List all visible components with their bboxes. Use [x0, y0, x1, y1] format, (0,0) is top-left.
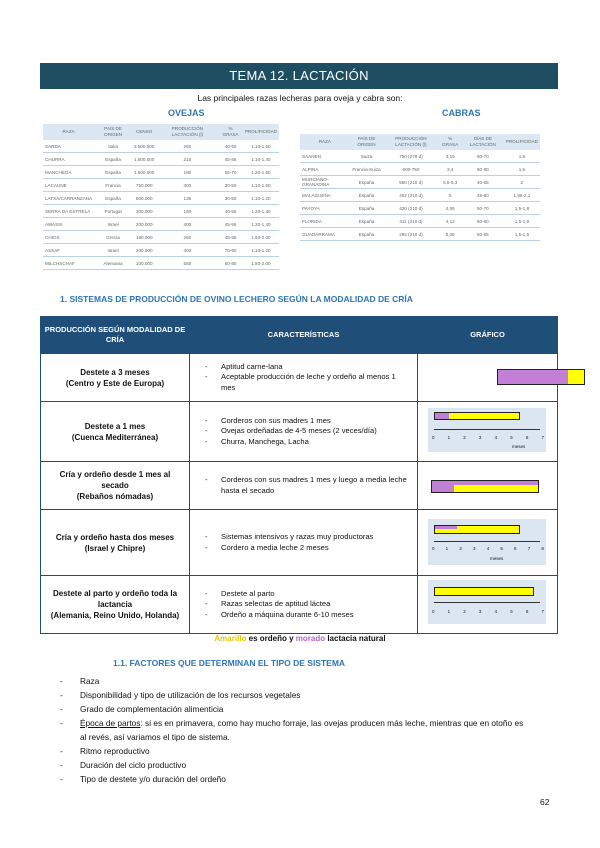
axis-unit: meses: [490, 556, 504, 561]
cabras-row: [300, 163, 540, 176]
col-produccion: PRODUCCIÓN LACTACIÓN (l): [383, 134, 438, 150]
col-raza: RAZA: [43, 124, 94, 140]
tick-label: 7: [527, 546, 531, 551]
timeline-chart-row4: [428, 519, 546, 565]
ovejas-row: [43, 218, 279, 231]
tick-label: 3: [478, 609, 482, 614]
caracteristicas-cell: [190, 576, 418, 634]
table-cell: GUADARRAMA: [300, 228, 350, 241]
table-cell: 311 (210 d): [383, 215, 438, 228]
table-cell: 300: [156, 179, 218, 192]
axis-line: [434, 429, 540, 430]
cabras-heading: CABRAS: [442, 108, 481, 118]
legend-purple: morado: [295, 634, 326, 643]
caracteristicas-list: [191, 475, 416, 496]
tick-label: 5: [510, 435, 513, 440]
axis-ticks: [432, 435, 544, 440]
table-cell: 30-50: [218, 192, 242, 205]
ovejas-row: [43, 153, 279, 166]
axis-unit: meses: [512, 444, 526, 449]
tick-label: 5: [510, 609, 513, 614]
table-cell: 600-750: [383, 163, 438, 176]
table-cell: 4,12: [439, 215, 462, 228]
table-cell: ALPINA: [300, 163, 350, 176]
table-cell: 1.10-1.40: [243, 153, 279, 166]
ovejas-heading: OVEJAS: [168, 108, 205, 118]
tick-label: 4: [494, 435, 498, 440]
table-cell: 4,06: [439, 202, 462, 215]
table-cell: España: [94, 166, 132, 179]
table-cell: 550: [156, 257, 218, 270]
table-cell: 1.80-2.00: [243, 257, 279, 270]
table-cell: 70-90: [218, 244, 242, 257]
tick-label: 4: [494, 609, 498, 614]
produccion-cell: [41, 402, 190, 462]
table-cell: 1,95-2,1: [504, 189, 540, 202]
table-cell: 60-70: [462, 150, 504, 163]
lactancia-segment-start: [432, 481, 454, 492]
table-cell: 5: [439, 189, 462, 202]
tick-label: 6: [514, 546, 517, 551]
tick-label: 7: [541, 435, 544, 440]
table-cell: 55-70: [218, 166, 242, 179]
table-cell: ASSAF: [43, 244, 94, 257]
list-item: - Disponibilidad y tipo de utilización de los recursos vegetales: [60, 688, 530, 702]
table-cell: España: [94, 153, 132, 166]
table-cell: 1,5: [504, 163, 540, 176]
axis-ticks: [432, 609, 544, 614]
epoca-text: : si es en primavera, como hay mucho forraje, las ovejas producen más leche, mientras que en otoño es al revés, así variamos el tipo de sistema.: [80, 718, 524, 742]
table-cell: 1,5-1,8: [504, 202, 540, 215]
table-cell: 1.10-1.20: [243, 244, 279, 257]
table-cell: Portugal: [94, 205, 132, 218]
tick-label: 8: [541, 546, 544, 551]
table-cell: 250: [156, 140, 218, 153]
col-censo: CENSO: [132, 124, 156, 140]
tick-label: 0: [432, 546, 435, 551]
col-prolificidad: PROLIFICIDAD: [243, 124, 279, 140]
page-title: TEMA 12. LACTACIÓN: [40, 63, 558, 89]
list-item: - Aceptable producción de leche y ordeño al menos 1 mes: [205, 372, 412, 393]
table-cell: 180.000: [132, 231, 156, 244]
ordeno-segment: [449, 413, 519, 419]
table-cell: España: [350, 215, 384, 228]
table-cell: 1.20-1.40: [243, 205, 279, 218]
lactancia-segment: [498, 370, 568, 384]
section-1-1-heading: 1.1. FACTORES QUE DETERMINAN EL TIPO DE SISTEMA: [113, 658, 346, 668]
legend-yellow-text: es ordeño y: [246, 634, 296, 643]
cabras-row: [300, 189, 540, 202]
list-item: - Cordero a media leche 2 meses: [205, 543, 412, 554]
table-cell: 45-55: [218, 231, 242, 244]
col-prolificidad: PROLIFICIDAD: [504, 134, 540, 150]
table-cell: 1.20-1.40: [243, 218, 279, 231]
table-cell: MALAGUEÑA: [300, 189, 350, 202]
col-raza: RAZA: [300, 134, 350, 150]
caracteristicas-list: [191, 416, 416, 448]
table-cell: Francia-Suiza: [350, 163, 384, 176]
table-cell: LACAUNE: [43, 179, 94, 192]
header-caracteristicas: CARACTERÍSTICAS: [190, 317, 418, 354]
caracteristicas-list: [191, 532, 416, 553]
table-cell: 45-60: [462, 189, 504, 202]
caracteristicas-cell: [190, 462, 418, 510]
table-cell: 452 (210 d): [383, 189, 438, 202]
ovejas-row: [43, 192, 279, 205]
factors-list: [60, 674, 530, 786]
ovejas-row: [43, 140, 279, 153]
tick-label: 2: [459, 546, 462, 551]
col-grasa: % GRASA: [218, 124, 242, 140]
caracteristicas-list: [191, 589, 416, 621]
timeline-bar-row1: [497, 369, 585, 385]
produccion-cell: [41, 576, 190, 634]
table-cell: 3,19: [439, 150, 462, 163]
table-cell: CHURRA: [43, 153, 94, 166]
table-cell: MILCHSCHAF: [43, 257, 94, 270]
tick-label: 1: [445, 546, 449, 551]
table-cell: España: [350, 189, 384, 202]
list-item: - Sistemas intensivos y razas muy productoras: [205, 532, 412, 543]
tick-label: 3: [473, 546, 476, 551]
table-cell: 50-70: [462, 202, 504, 215]
legend-purple-text: lactacia natural: [325, 634, 386, 643]
intro-text: Las principales razas lecheras para oveja y cabra son:: [197, 93, 403, 103]
table-cell: PAYOYA: [300, 202, 350, 215]
table-cell: 215: [156, 153, 218, 166]
table-cell: Suiza: [350, 150, 384, 163]
tick-label: 2: [463, 609, 466, 614]
table-cell: 250: [156, 231, 218, 244]
table-cell: 3.500.000: [132, 140, 156, 153]
cabras-table: [300, 134, 540, 241]
table-cell: 2: [504, 176, 540, 189]
cabras-row: [300, 150, 540, 163]
chart-legend: [0, 634, 600, 643]
timeline-bar-row3: [431, 480, 539, 493]
legend-yellow: Amarillo: [214, 634, 247, 643]
table-cell: 750 (279 d): [383, 150, 438, 163]
table-cell: 300.000: [132, 205, 156, 218]
ovejas-row: [43, 166, 279, 179]
timeline-bar: [434, 412, 520, 420]
list-item: [60, 716, 530, 744]
system-region: (Cuenca Mediterránea): [71, 432, 159, 442]
table-cell: LATXA/CARRANZANA: [43, 192, 94, 205]
table-cell: 5,06: [439, 228, 462, 241]
table-cell: 1.500.000: [132, 153, 156, 166]
system-title: Destete al parto y ordeño toda la lactancia: [52, 589, 178, 609]
table-cell: 1,5-1,9: [504, 228, 540, 241]
table-cell: Francia: [94, 179, 132, 192]
system-title: Cría y ordeño hasta dos meses: [55, 532, 175, 542]
col-dias: DÍAS DE LACTACIÓN: [462, 134, 504, 150]
table-cell: 50-60: [462, 215, 504, 228]
table-cell: 200.000: [132, 244, 156, 257]
table-cell: 40-55: [462, 176, 504, 189]
ordeno-segment: [568, 370, 584, 384]
header-produccion: PRODUCCIÓN SEGÚN MODALIDAD DE CRÍA: [41, 317, 190, 354]
tick-label: 3: [478, 435, 482, 440]
table-cell: 60-80: [218, 257, 242, 270]
table-cell: 400: [156, 244, 218, 257]
table-cell: SERRA DA ESTRELA: [43, 205, 94, 218]
system-region: (Centro y Este de Europa): [65, 378, 165, 388]
header-grafico: GRÁFICO: [418, 317, 558, 354]
ovejas-header-row: [43, 124, 279, 140]
table-cell: España: [350, 202, 384, 215]
ovejas-row: [43, 205, 279, 218]
table-cell: 40-55: [218, 205, 242, 218]
table-cell: 750.000: [132, 179, 156, 192]
caracteristicas-cell: [190, 510, 418, 576]
table-cell: Grecia: [94, 231, 132, 244]
table-cell: 180: [156, 166, 218, 179]
lactancia-segment: [435, 413, 449, 419]
ovejas-table: [43, 124, 279, 270]
table-cell: 292 (210 d): [383, 228, 438, 241]
list-item: - Corderos con sus madres 1 mes: [205, 416, 412, 427]
system-region: (Israel y Chipre): [84, 543, 146, 553]
tick-label: 0: [432, 435, 435, 440]
list-item: - Razas selectas de aptitud láctea: [205, 599, 412, 610]
table-cell: 3,4: [439, 163, 462, 176]
table-cell: Israel: [94, 218, 132, 231]
table-cell: 1.10-1.20: [243, 192, 279, 205]
lactancia-segment: [435, 526, 457, 529]
list-item: - Ordeño a máquina durante 6-10 meses: [205, 610, 412, 621]
table-cell: 100.000: [132, 257, 156, 270]
table-cell: 40-50: [218, 140, 242, 153]
ovejas-row: [43, 244, 279, 257]
ovejas-row: [43, 257, 279, 270]
timeline-chart-row2: [428, 408, 546, 452]
table-cell: SAANEN: [300, 150, 350, 163]
table-cell: AWASSI: [43, 218, 94, 231]
tick-label: 6: [525, 609, 529, 614]
table-cell: 200.000: [132, 218, 156, 231]
col-produccion: PRODUCCIÓN LACTACIÓN (l): [156, 124, 218, 140]
table-cell: 60-80: [462, 163, 504, 176]
table-cell: 420 (210 d): [383, 202, 438, 215]
col-pais: PAÍS DE ORIGEN: [350, 134, 384, 150]
table-cell: 550 (210 d): [383, 176, 438, 189]
system-title: Destete a 3 meses: [80, 367, 150, 377]
axis-line: [434, 541, 540, 542]
list-item: - Ritmo reproductivo: [60, 744, 530, 758]
list-item: - Ovejas ordeñadas de 4-5 meses (2 veces/día): [205, 426, 412, 437]
table-cell: Alemania: [94, 257, 132, 270]
table-cell: 500.000: [132, 192, 156, 205]
col-grasa: % GRASA: [439, 134, 462, 150]
axis-line: [434, 602, 540, 603]
timeline-bar: [434, 525, 520, 534]
produccion-cell: [41, 354, 190, 402]
caracteristicas-cell: [190, 354, 418, 402]
table-cell: 30-50: [218, 179, 242, 192]
table-cell: FLORIDA: [300, 215, 350, 228]
list-item: - Destete al parto: [205, 589, 412, 600]
ovejas-row: [43, 179, 279, 192]
tick-label: 1: [447, 609, 451, 614]
table-row: [41, 354, 558, 402]
table-cell: 135: [156, 192, 218, 205]
table-cell: 5,5-5,3: [439, 176, 462, 189]
table-cell: 45-55: [218, 218, 242, 231]
table-cell: Israel: [94, 244, 132, 257]
page-number: 62: [540, 797, 550, 807]
timeline-chart-row5: [428, 580, 546, 624]
list-item: - Corderos con sus madres 1 mes y luego a media leche hasta el secado: [205, 475, 412, 496]
col-pais: PAÍS DE ORIGEN: [94, 124, 132, 140]
list-item: - Grado de complementación alimenticia: [60, 702, 530, 716]
system-title: Destete a 1 mes: [84, 421, 146, 431]
table-cell: 1,5-1,9: [504, 215, 540, 228]
table-cell: Italia: [94, 140, 132, 153]
list-item: - Tipo de destete y/o duración del ordeño: [60, 772, 530, 786]
list-item: - Raza: [60, 674, 530, 688]
table-cell: MANCHEGA: [43, 166, 94, 179]
cabras-row: [300, 176, 540, 189]
ovejas-row: [43, 231, 279, 244]
cabras-row: [300, 215, 540, 228]
timeline-bar: [434, 587, 534, 596]
section-1-heading: 1. SISTEMAS DE PRODUCCIÓN DE OVINO LECHERO SEGÚN LA MODALIDAD DE CRÍA: [60, 294, 413, 304]
list-item: - Churra, Manchega, Lacha: [205, 437, 412, 448]
cabras-row: [300, 202, 540, 215]
caracteristicas-list: [191, 362, 416, 394]
tick-label: 1: [447, 435, 451, 440]
produccion-cell: [41, 510, 190, 576]
tick-label: 5: [500, 546, 503, 551]
table-cell: 150: [156, 205, 218, 218]
tick-label: 6: [525, 435, 529, 440]
table-cell: España: [350, 228, 384, 241]
cabras-header-row: [300, 134, 540, 150]
list-item: - Aptitud carne-lana: [205, 362, 412, 373]
tick-label: 7: [541, 609, 544, 614]
system-region: (Alemania, Reino Unido, Holanda): [50, 611, 180, 620]
produccion-cell: [41, 462, 190, 510]
table-cell: 50-55: [462, 228, 504, 241]
table-cell: 1.10-1.50: [243, 179, 279, 192]
table-cell: 400: [156, 218, 218, 231]
table-cell: 1.500.000: [132, 166, 156, 179]
caracteristicas-cell: [190, 402, 418, 462]
table-cell: SARDA: [43, 140, 94, 153]
table-cell: 45-55: [218, 153, 242, 166]
table-cell: España: [94, 192, 132, 205]
table-cell: MURCIANO-GRANADINA: [300, 176, 350, 189]
tick-label: 0: [432, 609, 435, 614]
axis-ticks: [432, 546, 544, 551]
epoca-label: Época de partos: [80, 718, 141, 728]
table-cell: 1.60-2.00: [243, 231, 279, 244]
main-header-row: [41, 317, 558, 354]
tick-label: 4: [486, 546, 490, 551]
system-title: Cría y ordeño desde 1 mes al secado: [59, 470, 171, 490]
cabras-row: [300, 228, 540, 241]
table-cell: CHIOS: [43, 231, 94, 244]
table-cell: 1,8: [504, 150, 540, 163]
system-region: (Rebaños nómadas): [76, 492, 154, 501]
table-cell: 1.10-1.50: [243, 140, 279, 153]
list-item: - Duración del ciclo productivo: [60, 758, 530, 772]
table-cell: España: [350, 176, 384, 189]
tick-label: 2: [463, 435, 466, 440]
table-cell: 1.20-1.50: [243, 166, 279, 179]
